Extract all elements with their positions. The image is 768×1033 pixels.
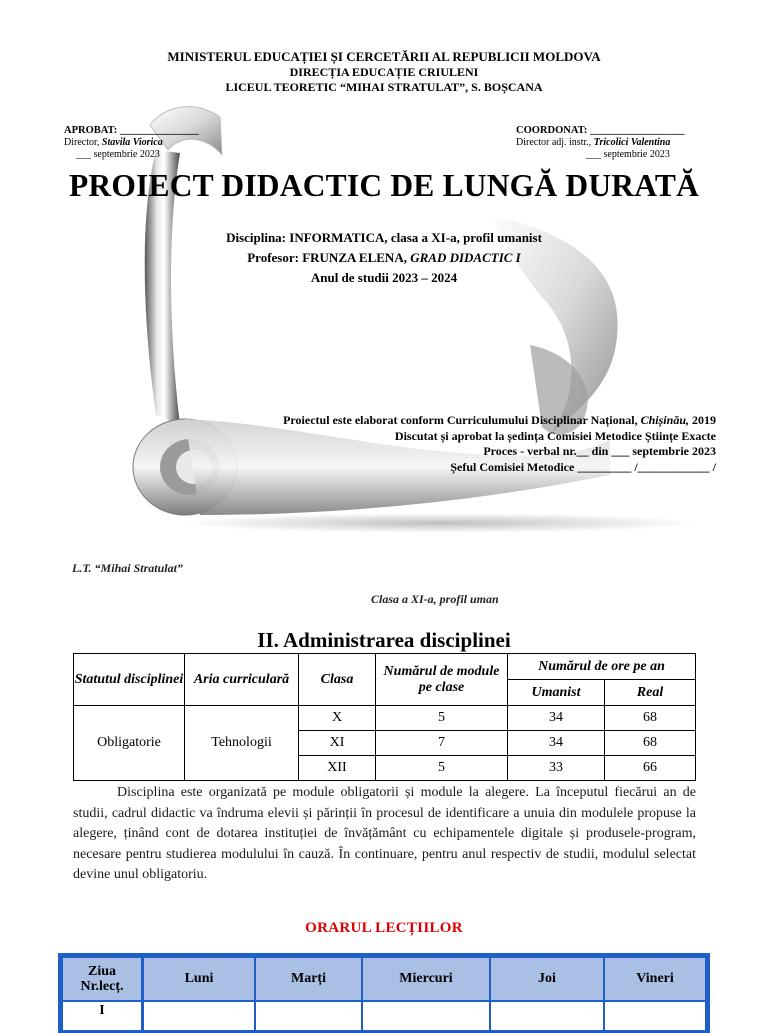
modules-cell: 5: [376, 756, 508, 781]
note-line2: Discutat și aprobat la ședința Comisiei Metodice Științe Exacte: [394, 428, 716, 443]
schedule-header-row: [62, 957, 706, 1001]
schedule-cell: [604, 1001, 706, 1031]
coordination-block: [516, 125, 684, 161]
approval-date: ___ septembrie 2023: [76, 149, 160, 160]
schedule-cell: [255, 1001, 362, 1031]
class-cell: X: [299, 706, 376, 731]
schedule-table: [61, 956, 707, 1032]
col-umanist-header: Umanist: [508, 680, 605, 706]
schedule-table-frame: [58, 953, 710, 1033]
corner-lesson-label: Nr.lecț.: [80, 979, 124, 994]
coordination-name: Tricolici Valentina: [593, 137, 671, 148]
umanist-cell: 34: [508, 731, 605, 756]
note-city: Chișinău,: [640, 413, 689, 427]
area-cell: Tehnologii: [185, 706, 299, 781]
table-row: [74, 706, 696, 731]
coordination-label: COORDONAT: __________________: [516, 125, 685, 136]
school-heading: LICEUL TEORETIC “MIHAI STRATULAT”, S. BOȘCANA: [225, 80, 543, 94]
teacher-grade: GRAD DIDACTIC I: [410, 250, 521, 265]
modules-cell: 7: [376, 731, 508, 756]
day-header-marti: Marți: [255, 957, 362, 1001]
approval-name: Stavila Viorica: [101, 137, 163, 148]
curriculum-notes: [283, 413, 716, 475]
schedule-cell: [143, 1001, 256, 1031]
modules-cell: 5: [376, 706, 508, 731]
day-header-vineri: Vineri: [604, 957, 706, 1001]
day-header-miercuri: Miercuri: [362, 957, 490, 1001]
col-modules-header: Numărul de module pe clase: [376, 654, 508, 706]
class-cell: XII: [299, 756, 376, 781]
class-cell: XI: [299, 731, 376, 756]
day-header-joi: Joi: [490, 957, 604, 1001]
col-hours-header: Numărul de ore pe an: [508, 654, 696, 680]
document-title: PROIECT DIDACTIC DE LUNGĂ DURATĂ: [68, 168, 700, 203]
discipline-line: Disciplina: INFORMATICA, clasa a XI-a, profil umanist: [226, 230, 542, 245]
lesson-number-cell: I: [62, 1001, 143, 1031]
real-cell: 68: [605, 706, 696, 731]
directorate-heading: DIRECȚIA EDUCAȚIE CRIULENI: [289, 65, 479, 79]
teacher-name: Profesor: FRUNZA ELENA,: [247, 250, 407, 265]
real-cell: 66: [605, 756, 696, 781]
day-header-luni: Luni: [143, 957, 256, 1001]
col-real-header: Real: [605, 680, 696, 706]
school-short-name: L.T. “Mihai Stratulat”: [72, 561, 183, 575]
approval-block: [64, 125, 199, 161]
schedule-cell: [490, 1001, 604, 1031]
administration-table: [73, 653, 696, 781]
approval-role: Director,: [64, 137, 100, 148]
note-line3: Proces - verbal nr.__ din ___ septembrie 2023: [483, 444, 716, 458]
schedule-title: ORARUL LECȚIILOR: [305, 920, 463, 936]
note-line1: Proiectul este elaborat conform Curriculumului Disciplinar Național,: [283, 413, 638, 427]
ministry-heading: MINISTERUL EDUCAȚIEI ȘI CERCETĂRII AL REPUBLICII MOLDOVA: [167, 49, 601, 64]
col-status-header: Statutul disciplinei: [74, 654, 185, 706]
schedule-corner-cell: [62, 957, 143, 1001]
approval-label: APROBAT: _______________: [64, 125, 199, 136]
col-area-header: Aria curriculară: [185, 654, 299, 706]
note-year: 2019: [692, 413, 716, 427]
umanist-cell: 33: [508, 756, 605, 781]
coordination-role: Director adj. instr.,: [516, 137, 592, 148]
umanist-cell: 34: [508, 706, 605, 731]
discipline-paragraph: [73, 783, 696, 886]
section-title: II. Administrarea disciplinei: [257, 628, 511, 652]
teacher-line: [0, 250, 768, 266]
schedule-cell: [362, 1001, 490, 1031]
status-cell: Obligatorie: [74, 706, 185, 781]
coordination-date: ___ septembrie 2023: [586, 149, 670, 160]
corner-day-label: Ziua: [87, 964, 116, 979]
schedule-row: [62, 1001, 706, 1031]
note-line4: Șeful Comisiei Metodice _________ /____________ /: [450, 459, 716, 474]
class-note: Clasa a XI-a, profil uman: [371, 592, 499, 606]
study-year: Anul de studii 2023 – 2024: [310, 270, 458, 285]
col-class-header: Clasa: [299, 654, 376, 706]
real-cell: 68: [605, 731, 696, 756]
paragraph-text: Disciplina este organizată pe module obligatorii și module la alegere. La începutul fiecărui an de studii, cadrul didactic va îndruma elevii și părinții în procesul de identificare a unuia din modulele propuse la alegere, ținând cont de dotarea instituției de învățământ cu echipamentele digitale și produsele-program, necesare pentru studierea modulului în cauză. În continuare, pentru anul respectiv de studii, modulul selectat devine unul obligatoriu.: [73, 785, 696, 882]
